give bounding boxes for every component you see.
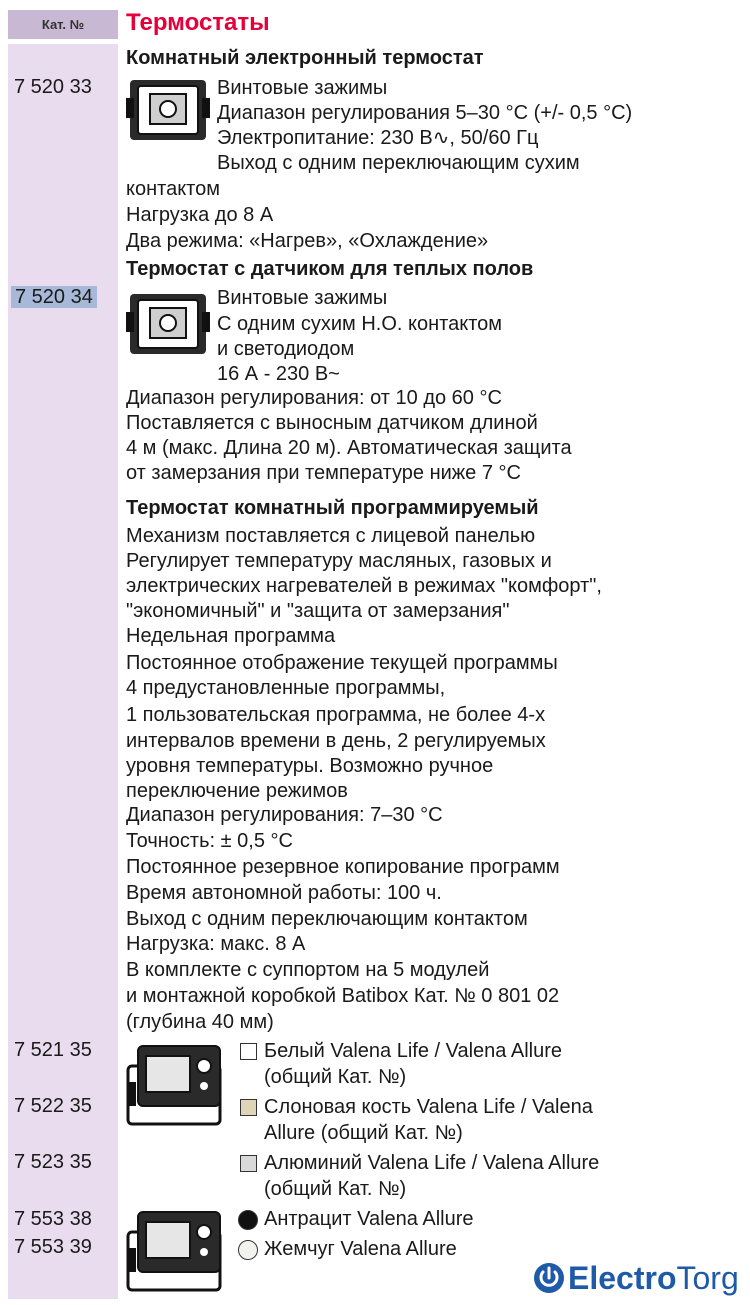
- s3-line: 1 пользовательская программа, не более 4-х: [126, 704, 546, 726]
- color-dot-pearl: [238, 1240, 258, 1260]
- s3-line: В комплекте с суппортом на 5 модулей: [126, 959, 490, 981]
- s3-line: "экономичный" и "защита от замерзания": [126, 600, 510, 622]
- s3-line: Точность: ± 0,5 °C: [126, 830, 293, 852]
- cat-number-752135[interactable]: 7 521 35: [14, 1039, 92, 1061]
- s3-line: электрических нагревателей в режимах "комфорт",: [126, 575, 602, 597]
- cat-number-header: Кат. №: [8, 10, 118, 39]
- color-dot-anthracite: [238, 1210, 258, 1230]
- logo-text-torg: Torg: [676, 1259, 739, 1296]
- cat-number-752033[interactable]: 7 520 33: [14, 76, 92, 98]
- s3-line: 4 предустановленные программы,: [126, 677, 446, 699]
- s3-line: (глубина 40 мм): [126, 1011, 274, 1033]
- page-title: Термостаты: [126, 9, 270, 36]
- section-heading-floor-thermostat: Термостат с датчиком для теплых полов: [126, 258, 534, 280]
- variant-label: (общий Кат. №): [264, 1066, 407, 1088]
- section-heading-programmable-thermostat: Термостат комнатный программируемый: [126, 497, 539, 519]
- s3-line: Регулирует температуру масляных, газовых и: [126, 550, 552, 572]
- programmable-thermostat-dark-image: [124, 1208, 224, 1294]
- s2-line: и светодиодом: [217, 338, 355, 360]
- s2-line: Поставляется с выносным датчиком длиной: [126, 412, 538, 434]
- variant-label: (общий Кат. №): [264, 1178, 407, 1200]
- logo-text-electro: Electro: [568, 1259, 677, 1296]
- variant-label: Антрацит Valena Allure: [264, 1208, 474, 1230]
- s3-line: переключение режимов: [126, 780, 348, 802]
- s1-line: Нагрузка до 8 А: [126, 204, 274, 226]
- variant-label: Алюминий Valena Life / Valena Allure: [264, 1152, 600, 1174]
- s2-line: Винтовые зажимы: [217, 287, 388, 309]
- variant-label: Allure (общий Кат. №): [264, 1122, 463, 1144]
- s2-line: 16 А - 230 В~: [217, 363, 340, 385]
- s3-line: Диапазон регулирования: 7–30 °C: [126, 804, 443, 826]
- s2-line: 4 м (макс. Длина 20 м). Автоматическая защита: [126, 437, 572, 459]
- s3-line: и монтажной коробкой Batibox Кат. № 0 801 02: [126, 985, 560, 1007]
- floor-thermostat-image: [124, 290, 212, 358]
- s3-line: Время автономной работы: 100 ч.: [126, 882, 442, 904]
- electrotorg-logo: [532, 1258, 739, 1298]
- power-icon: [532, 1261, 566, 1295]
- section-heading-room-thermostat: Комнатный электронный термостат: [126, 47, 484, 69]
- s3-line: уровня температуры. Возможно ручное: [126, 755, 494, 777]
- thermostat-mechanism-image: [124, 76, 212, 144]
- variant-label: Слоновая кость Valena Life / Valena: [264, 1096, 593, 1118]
- s3-line: Постоянное резервное копирование программ: [126, 856, 560, 878]
- s1-line: Электропитание: 230 В∿, 50/60 Гц: [217, 127, 539, 149]
- s1-line: Два режима: «Нагрев», «Охлаждение»: [126, 230, 489, 252]
- color-swatch-ivory: [240, 1099, 257, 1116]
- s2-line: Диапазон регулирования: от 10 до 60 °C: [126, 387, 502, 409]
- variant-label: Жемчуг Valena Allure: [264, 1238, 457, 1260]
- variant-label: Белый Valena Life / Valena Allure: [264, 1040, 562, 1062]
- s3-line: интервалов времени в день, 2 регулируемых: [126, 730, 546, 752]
- cat-number-752335[interactable]: 7 523 35: [14, 1151, 92, 1173]
- s3-line: Недельная программа: [126, 625, 336, 647]
- s1-line: Диапазон регулирования 5–30 °C (+/- 0,5 °C): [217, 102, 633, 124]
- cat-number-752235[interactable]: 7 522 35: [14, 1095, 92, 1117]
- s1-line: Винтовые зажимы: [217, 77, 388, 99]
- s3-line: Постоянное отображение текущей программы: [126, 652, 558, 674]
- s2-line: от замерзания при температуре ниже 7 °C: [126, 462, 521, 484]
- s2-line: С одним сухим Н.О. контактом: [217, 313, 503, 335]
- cat-number-755339[interactable]: 7 553 39: [14, 1236, 92, 1258]
- color-swatch-aluminium: [240, 1155, 257, 1172]
- s3-line: Нагрузка: макс. 8 А: [126, 933, 306, 955]
- programmable-thermostat-image: [124, 1042, 224, 1128]
- s3-line: Выход с одним переключающим контактом: [126, 908, 528, 930]
- cat-number-752034[interactable]: 7 520 34: [11, 286, 97, 308]
- color-swatch-white: [240, 1043, 257, 1060]
- s3-line: Механизм поставляется с лицевой панелью: [126, 525, 536, 547]
- s1-line: Выход с одним переключающим сухим: [217, 152, 580, 174]
- s1-line: контактом: [126, 178, 220, 200]
- cat-number-755338[interactable]: 7 553 38: [14, 1208, 92, 1230]
